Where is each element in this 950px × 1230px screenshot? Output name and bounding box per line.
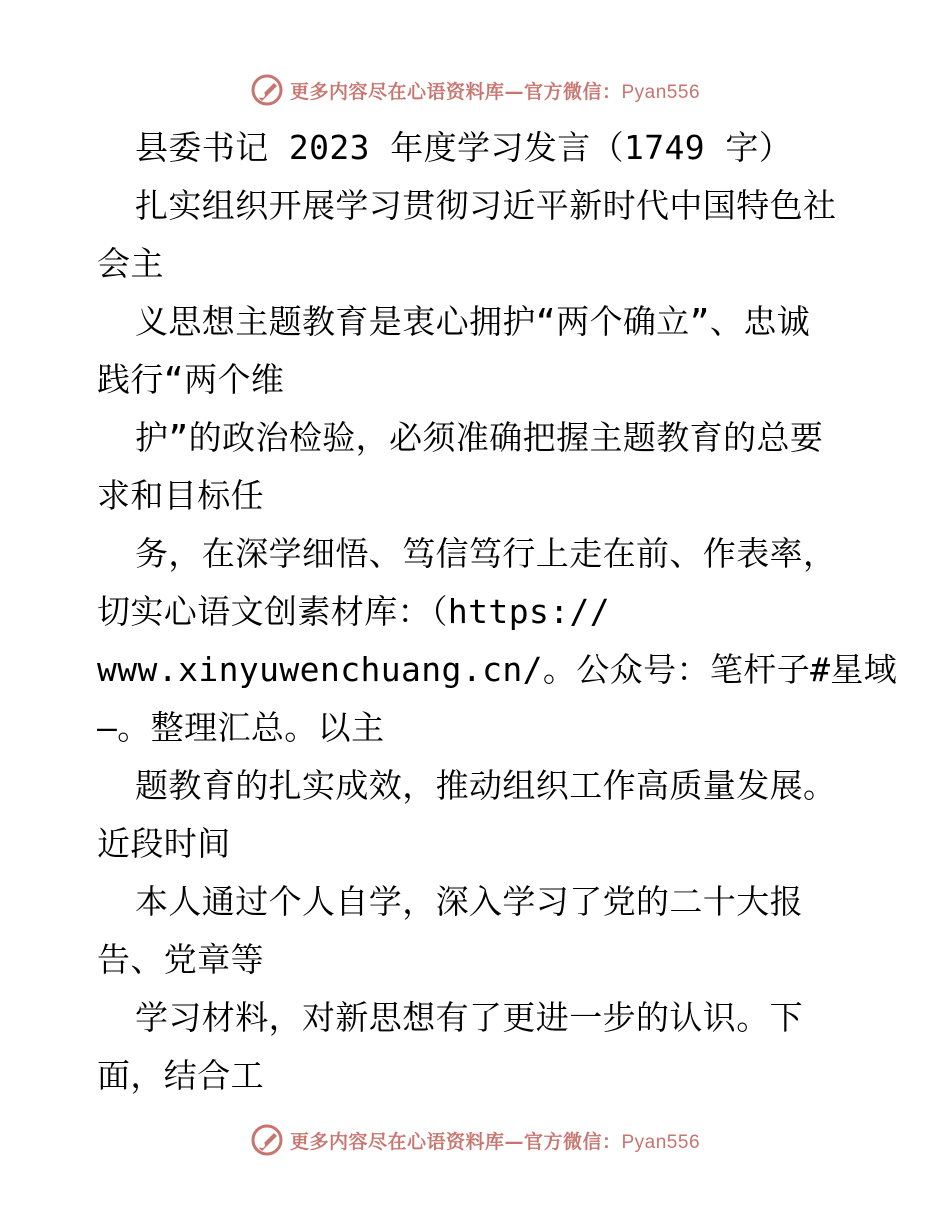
paragraph-line: 扎实组织开展学习贯彻习近平新时代中国特色社 xyxy=(135,186,837,225)
pen-seal-icon xyxy=(250,1123,284,1157)
paragraph-line: 会主 xyxy=(97,244,164,283)
footer-watermark xyxy=(0,1120,950,1160)
paragraph-line: 本人通过个人自学，深入学习了党的二十大报 xyxy=(135,882,803,921)
watermark-text: 更多内容尽在心语资料库—官方微信：Pyan556 xyxy=(289,80,701,103)
paragraph-line: 践行“两个维 xyxy=(97,360,285,399)
paragraph-line: —。整理汇总。以主 xyxy=(97,708,385,747)
watermark-text: 更多内容尽在心语资料库—官方微信：Pyan556 xyxy=(289,1130,701,1153)
paragraph-line: www.xinyuwenchuang.cn/。公众号：笔杆子#星域 xyxy=(97,650,898,689)
paragraph-line: 告、党章等 xyxy=(97,940,264,979)
paragraph-line: 学习材料，对新思想有了更进一步的认识。下 xyxy=(135,998,803,1037)
paragraph-line: 义思想主题教育是衷心拥护“两个确立”、忠诚 xyxy=(135,302,811,341)
paragraph-line: 切实心语文创素材库：（https:// xyxy=(97,592,611,631)
paragraph-line: 求和目标任 xyxy=(97,476,264,515)
paragraph-line: 面，结合工 xyxy=(97,1056,264,1095)
document-title: 县委书记 2023 年度学习发言（1749 字） xyxy=(135,128,793,167)
paragraph-line: 护”的政治检验，必须准确把握主题教育的总要 xyxy=(135,418,824,457)
paragraph-line: 题教育的扎实成效，推动组织工作高质量发展。 xyxy=(135,766,837,805)
paragraph-line: 近段时间 xyxy=(97,824,231,863)
paragraph-line: 务，在深学细悟、笃信笃行上走在前、作表率， xyxy=(135,534,837,573)
